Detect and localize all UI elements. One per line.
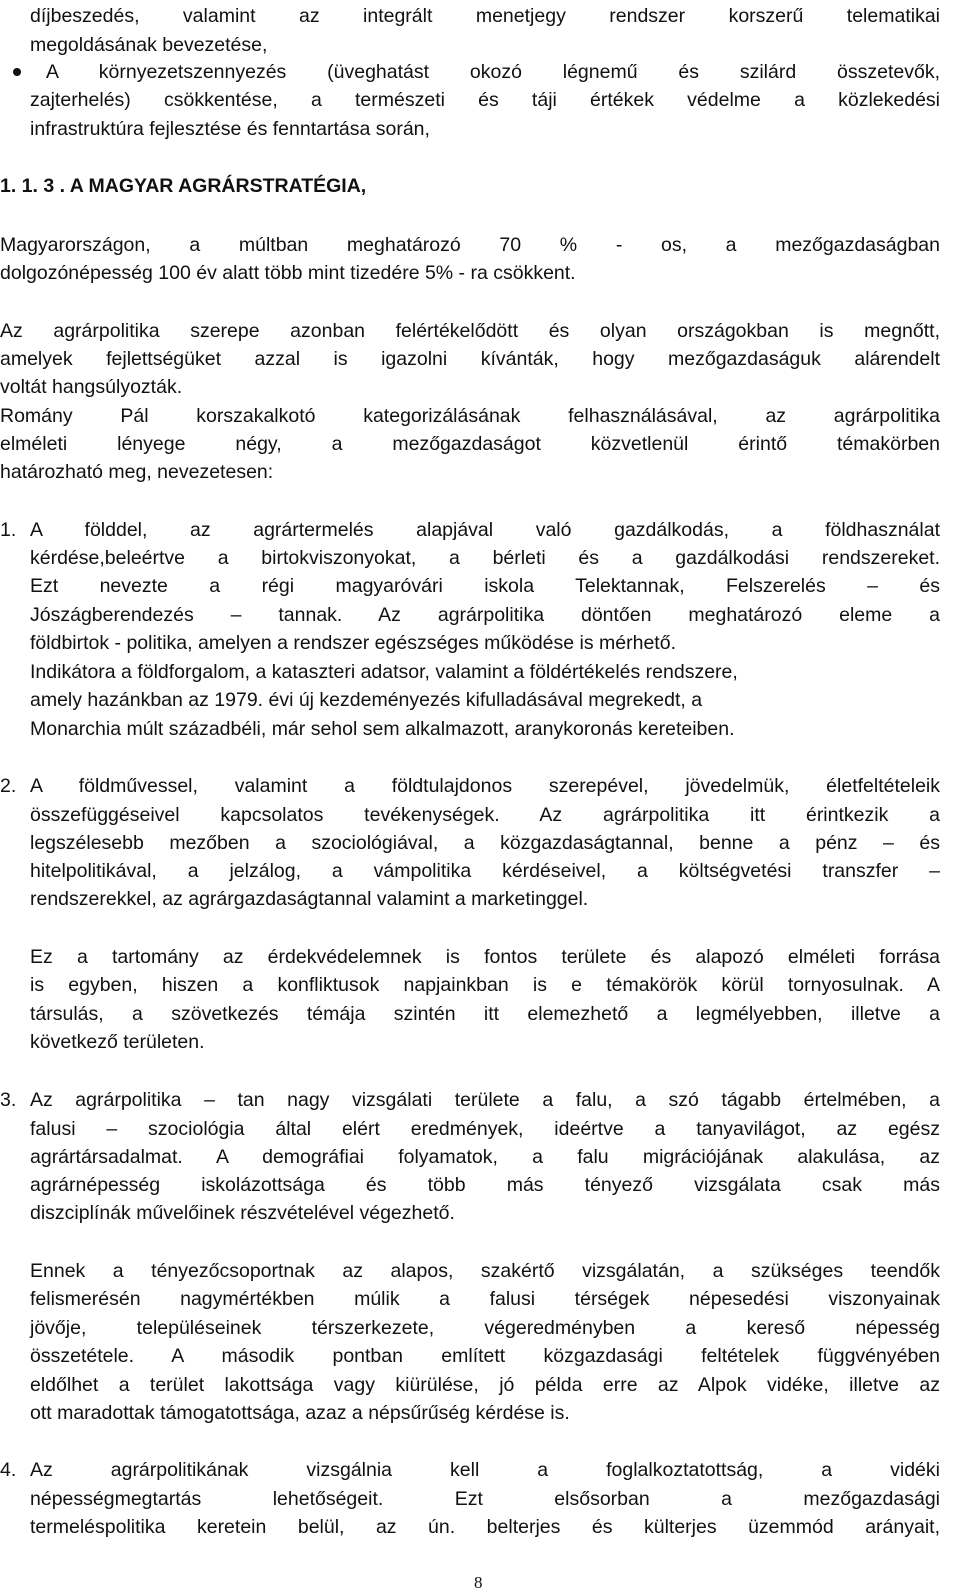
item-4-number: 4.	[0, 1459, 17, 1481]
item-3-para-line-2: felismerésén nagymértékben múlik a falusi térségek népesedési viszonyainak	[30, 1288, 940, 1310]
item-1-line-5: földbirtok - politika, amelyen a rendszer egészséges működése is mérhető.	[30, 632, 676, 654]
bullet-2-line-2: zajterhelés) csökkentése, a természeti és táji értékek védelme a közlekedési	[30, 89, 940, 111]
item-1-line-1: A földdel, az agrártermelés alapjával való gazdálkodás, a földhasználat	[30, 519, 940, 541]
item-1-line-2: kérdése,beleértve a birtokviszonyokat, a bérleti és a gazdálkodási rendszereket.	[30, 547, 940, 569]
item-3-line-3: agrártársadalmat. A demográfiai folyamatok, a falu migrációjának alakulása, az	[30, 1146, 940, 1168]
item-4-line-2: népességmegtartás lehetőségeit. Ezt elsősorban a mezőgazdasági	[30, 1488, 940, 1510]
item-3-para-line-5: eldőlhet a terület lakottsága vagy kiürülése, jó példa erre az Alpok vidéke, illetve az	[30, 1374, 940, 1396]
para-a-line-2: amelyek fejlettségüket azzal is igazolni kívánták, hogy mezőgazdaságuk alárendelt	[0, 348, 940, 370]
item-1-line-6: Indikátora a földforgalom, a kataszteri adatsor, valamint a földértékelés rendszere,	[30, 661, 738, 683]
item-3-line-1: Az agrárpolitika – tan nagy vizsgálati területe a falu, a szó tágabb értelmében, a	[30, 1089, 940, 1111]
item-3-para-line-4: összetétele. A második pontban említett közgazdasági feltételek függvényében	[30, 1345, 940, 1367]
item-2-line-5: rendszerekkel, az agrárgazdaságtannal valamint a marketinggel.	[30, 888, 589, 910]
item-1-line-7: amely hazánkban az 1979. évi új kezdeményezés kifulladásával megrekedt, a	[30, 689, 703, 711]
item-2-line-4: hitelpolitikával, a jelzálog, a vámpolitika kérdéseivel, a költségvetési transzfer –	[30, 860, 940, 882]
item-2-para-line-1: Ez a tartomány az érdekvédelemnek is fontos területe és alapozó elméleti forrása	[30, 946, 940, 968]
item-4-line-1: Az agrárpolitikának vizsgálnia kell a foglalkoztatottság, a vidéki	[30, 1459, 940, 1481]
item-4-line-3: termeléspolitika keretein belül, az ún. belterjes és külterjes üzemmód arányait,	[30, 1516, 940, 1538]
bullet-1-line-2: megoldásának bevezetése,	[30, 34, 268, 56]
section-heading: 1. 1. 3 . A MAGYAR AGRÁRSTRATÉGIA,	[0, 175, 367, 197]
item-2-para-line-4: következő területen.	[30, 1031, 205, 1053]
para-a-line-1: Az agrárpolitika szerepe azonban felértékelődött és olyan országokban is megnőtt,	[0, 320, 940, 342]
para-a-line-3: voltát hangsúlyozták.	[0, 376, 183, 398]
item-3-para-line-1: Ennek a tényezőcsoportnak az alapos, szakértő vizsgálatán, a szükséges teendők	[30, 1260, 940, 1282]
bullet-2-line-3: infrastruktúra fejlesztése és fenntartása során,	[30, 118, 430, 140]
bullet-icon	[13, 68, 21, 76]
item-3-line-4: agrárnépesség iskolázottsága és több más tényező vizsgálata csak más	[30, 1174, 940, 1196]
item-3-line-2: falusi – szociológia által elért eredmények, ideértve a tanyavilágot, az egész	[30, 1118, 940, 1140]
item-2-para-line-2: is egyben, hiszen a konfliktusok napjainkban is e témakörök körül tornyosulnak. A	[30, 974, 940, 996]
item-2-line-3: legszélesebb mezőben a szociológiával, a közgazdaságtannal, benne a pénz – és	[30, 832, 940, 854]
item-1-line-4: Jószágberendezés – tannak. Az agrárpolitika döntően meghatározó eleme a	[30, 604, 940, 626]
para-b-line-3: határozható meg, nevezetesen:	[0, 461, 274, 483]
item-1-line-3: Ezt nevezte a régi magyaróvári iskola Telektannak, Felszerelés – és	[30, 575, 940, 597]
item-2-number: 2.	[0, 775, 17, 797]
intro-line-1: Magyarországon, a múltban meghatározó 70 % - os, a mezőgazdaságban	[0, 234, 940, 256]
para-b-line-2: elméleti lényege négy, a mezőgazdaságot közvetlenül érintő témakörben	[0, 433, 940, 455]
page-number: 8	[474, 1573, 483, 1592]
item-3-line-5: diszciplínák művelőinek részvételével végezhető.	[30, 1202, 455, 1224]
bullet-1-line-1: díjbeszedés, valamint az integrált menetjegy rendszer korszerű telematikai	[30, 5, 940, 27]
item-1-line-8: Monarchia múlt századbéli, már sehol sem alkalmazott, aranykoronás kereteiben.	[30, 718, 735, 740]
item-1-number: 1.	[0, 519, 17, 541]
item-2-line-1: A földművessel, valamint a földtulajdonos szerepével, jövedelmük, életfeltételeik	[30, 775, 940, 797]
item-3-para-line-6: ott maradottak támogatottsága, azaz a népsűrűség kérdése is.	[30, 1402, 570, 1424]
item-3-para-line-3: jövője, településeinek térszerkezete, végeredményben a kereső népesség	[30, 1317, 940, 1339]
item-2-line-2: összefüggéseivel kapcsolatos tevékenységek. Az agrárpolitika itt érintkezik a	[30, 804, 940, 826]
item-2-para-line-3: társulás, a szövetkezés témája szintén itt elemezhető a legmélyebben, illetve a	[30, 1003, 940, 1025]
para-b-line-1: Romány Pál korszakalkotó kategorizálásának felhasználásával, az agrárpolitika	[0, 405, 940, 427]
item-3-number: 3.	[0, 1089, 17, 1111]
intro-line-2: dolgozónépesség 100 év alatt több mint tizedére 5% - ra csökkent.	[0, 262, 576, 284]
bullet-2-line-1: A környezetszennyezés (üveghatást okozó légnemű és szilárd összetevők,	[46, 61, 940, 83]
